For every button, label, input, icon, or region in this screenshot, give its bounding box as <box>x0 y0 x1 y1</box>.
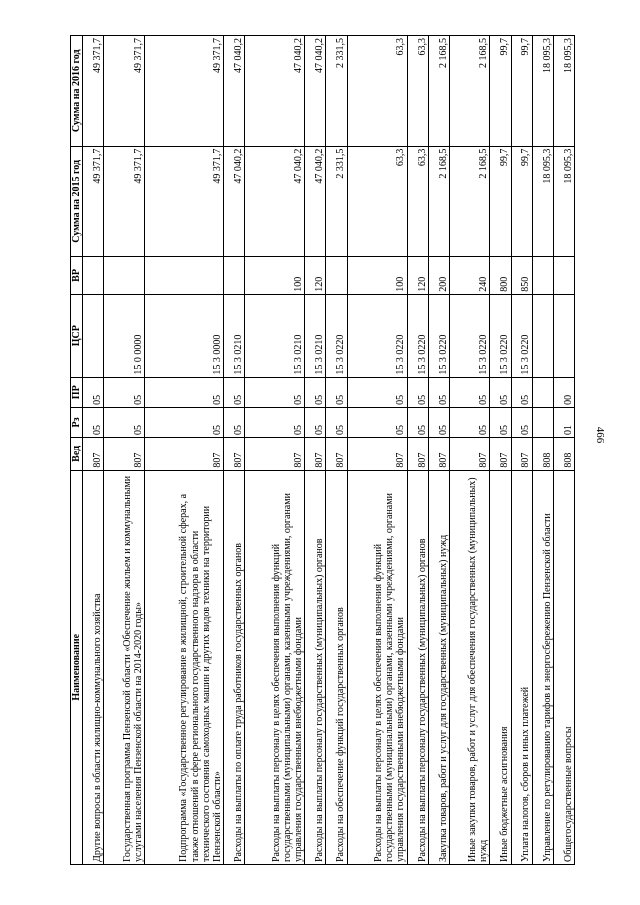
table-row <box>511 36 532 865</box>
cell-pr: 05 <box>305 377 326 407</box>
cell-ved: 807 <box>449 437 490 470</box>
cell-name: Уплата налогов, сборов и иных платежей <box>511 470 532 864</box>
cell-ved: 808 <box>532 437 553 470</box>
cell-csr <box>83 294 104 377</box>
table-row <box>245 36 305 865</box>
cell-sum-2016: 18 095,3 <box>553 36 574 147</box>
cell-rz: 05 <box>104 407 145 437</box>
cell-sum-2015: 18 095,3 <box>553 146 574 257</box>
cell-pr: 00 <box>553 377 574 407</box>
cell-vr: 200 <box>428 257 449 295</box>
cell-name: Закупка товаров, работ и услуг для государственных (муниципальных) нужд <box>428 470 449 864</box>
cell-pr: 05 <box>104 377 145 407</box>
table-row <box>553 36 574 865</box>
table-row <box>144 36 223 865</box>
table-row <box>449 36 490 865</box>
cell-rz: 05 <box>305 407 326 437</box>
budget-table <box>70 35 575 865</box>
cell-vr <box>532 257 553 295</box>
page-number: 466 <box>594 426 606 444</box>
cell-sum-2016: 47 040,2 <box>224 36 245 147</box>
cell-name: Подпрограмма «Государственное регулирование в жилищной, строительной сферах, а также отношений в сфере регионального государственного надзора в области технического состояния самоходных машин и других видов техники на территории Пензенской области» <box>144 470 223 864</box>
cell-rz: 05 <box>428 407 449 437</box>
table-row <box>428 36 449 865</box>
cell-sum-2015: 49 371,7 <box>83 146 104 257</box>
cell-ved: 807 <box>347 437 407 470</box>
cell-rz: 01 <box>553 407 574 437</box>
cell-sum-2015: 47 040,2 <box>224 146 245 257</box>
cell-sum-2016: 99,7 <box>511 36 532 147</box>
cell-ved: 807 <box>104 437 145 470</box>
cell-csr: 15 3 0210 <box>245 294 305 377</box>
cell-ved: 808 <box>553 437 574 470</box>
header-pr: ПР <box>71 377 83 407</box>
cell-sum-2016: 2 168,5 <box>449 36 490 147</box>
cell-name: Общегосударственные вопросы <box>553 470 574 864</box>
cell-ved: 807 <box>83 437 104 470</box>
cell-pr: 05 <box>490 377 511 407</box>
table-row <box>224 36 245 865</box>
table-row <box>407 36 428 865</box>
cell-sum-2015: 63,3 <box>407 146 428 257</box>
cell-sum-2015: 18 095,3 <box>532 146 553 257</box>
cell-rz: 05 <box>347 407 407 437</box>
header-sum-2016: Сумма на 2016 год <box>71 36 83 147</box>
cell-rz: 05 <box>407 407 428 437</box>
cell-sum-2015: 99,7 <box>490 146 511 257</box>
cell-vr <box>326 257 347 295</box>
cell-sum-2015: 47 040,2 <box>305 146 326 257</box>
table-row <box>83 36 104 865</box>
cell-sum-2016: 99,7 <box>490 36 511 147</box>
cell-name: Расходы на выплаты персоналу государственных (муниципальных) органов <box>407 470 428 864</box>
cell-rz: 05 <box>490 407 511 437</box>
cell-pr: 05 <box>224 377 245 407</box>
cell-name: Расходы на выплаты персоналу государственных (муниципальных) органов <box>305 470 326 864</box>
cell-pr: 05 <box>245 377 305 407</box>
cell-pr: 05 <box>326 377 347 407</box>
cell-vr <box>224 257 245 295</box>
header-vr: ВР <box>71 257 83 295</box>
table-row <box>305 36 326 865</box>
table-row <box>490 36 511 865</box>
cell-sum-2015: 49 371,7 <box>144 146 223 257</box>
cell-vr <box>104 257 145 295</box>
cell-csr: 15 3 0220 <box>511 294 532 377</box>
cell-vr: 800 <box>490 257 511 295</box>
cell-name: Расходы на обеспечение функций государственных органов <box>326 470 347 864</box>
cell-vr <box>144 257 223 295</box>
cell-rz: 05 <box>83 407 104 437</box>
table-row <box>104 36 145 865</box>
header-row <box>71 36 83 865</box>
cell-csr: 15 3 0000 <box>144 294 223 377</box>
cell-vr <box>83 257 104 295</box>
cell-csr: 15 3 0220 <box>326 294 347 377</box>
header-name: Наименование <box>71 470 83 864</box>
header-ved: Вед <box>71 437 83 470</box>
cell-rz: 05 <box>224 407 245 437</box>
cell-pr: 05 <box>428 377 449 407</box>
table-row <box>326 36 347 865</box>
cell-pr: 05 <box>347 377 407 407</box>
cell-csr: 15 0 0000 <box>104 294 145 377</box>
budget-table-rotated <box>70 35 575 865</box>
cell-csr: 15 3 0220 <box>490 294 511 377</box>
cell-pr: 05 <box>407 377 428 407</box>
header-rz: Рз <box>71 407 83 437</box>
cell-name: Иные закупки товаров, работ и услуг для обеспечения государственных (муниципальных) нужд <box>449 470 490 864</box>
cell-ved: 807 <box>144 437 223 470</box>
cell-vr: 850 <box>511 257 532 295</box>
cell-name: Государственная программа Пензенской области «Обеспечение жильем и коммунальными услугами населения Пензенской области на 2014-2020 годы» <box>104 470 145 864</box>
header-csr: ЦСР <box>71 294 83 377</box>
cell-vr: 120 <box>305 257 326 295</box>
cell-ved: 807 <box>326 437 347 470</box>
table-body <box>83 36 575 865</box>
cell-rz: 05 <box>144 407 223 437</box>
cell-sum-2016: 2 168,5 <box>428 36 449 147</box>
cell-vr: 100 <box>245 257 305 295</box>
cell-ved: 807 <box>245 437 305 470</box>
cell-pr: 05 <box>511 377 532 407</box>
cell-rz: 05 <box>449 407 490 437</box>
cell-pr <box>532 377 553 407</box>
cell-name: Расходы на выплаты персоналу в целях обеспечения выполнения функций государственными (муниципальными) органами, казенными учреждениями, органами управления государственными внебюджетными фондами <box>347 470 407 864</box>
cell-sum-2016: 63,3 <box>407 36 428 147</box>
cell-name: Расходы на выплаты персоналу в целях обеспечения выполнения функций государственными (муниципальными) органами, казенными учреждениями, органами управления государственными внебюджетными фондами <box>245 470 305 864</box>
cell-rz <box>532 407 553 437</box>
table-row <box>347 36 407 865</box>
cell-csr: 15 3 0220 <box>347 294 407 377</box>
cell-vr: 100 <box>347 257 407 295</box>
cell-csr: 15 3 0210 <box>224 294 245 377</box>
cell-sum-2016: 18 095,3 <box>532 36 553 147</box>
cell-rz: 05 <box>245 407 305 437</box>
cell-sum-2015: 63,3 <box>347 146 407 257</box>
cell-vr <box>553 257 574 295</box>
cell-sum-2016: 2 331,5 <box>326 36 347 147</box>
cell-sum-2016: 47 040,2 <box>305 36 326 147</box>
cell-csr: 15 3 0220 <box>428 294 449 377</box>
cell-ved: 807 <box>305 437 326 470</box>
cell-ved: 807 <box>428 437 449 470</box>
header-sum-2015: Сумма на 2015 год <box>71 146 83 257</box>
cell-sum-2015: 2 331,5 <box>326 146 347 257</box>
cell-ved: 807 <box>407 437 428 470</box>
cell-ved: 807 <box>490 437 511 470</box>
cell-sum-2016: 49 371,7 <box>104 36 145 147</box>
table-row <box>532 36 553 865</box>
cell-sum-2015: 2 168,5 <box>449 146 490 257</box>
cell-name: Управление по регулированию тарифов и энергосбережению Пензенской области <box>532 470 553 864</box>
cell-sum-2015: 47 040,2 <box>245 146 305 257</box>
cell-csr <box>553 294 574 377</box>
cell-ved: 807 <box>511 437 532 470</box>
cell-sum-2016: 63,3 <box>347 36 407 147</box>
cell-pr: 05 <box>449 377 490 407</box>
cell-name: Другие вопросы в области жилищно-коммунального хозяйства <box>83 470 104 864</box>
cell-csr: 15 3 0210 <box>305 294 326 377</box>
cell-sum-2016: 47 040,2 <box>245 36 305 147</box>
cell-vr: 240 <box>449 257 490 295</box>
cell-name: Расходы на выплаты по оплате труда работников государственных органов <box>224 470 245 864</box>
cell-rz: 05 <box>326 407 347 437</box>
cell-vr: 120 <box>407 257 428 295</box>
cell-sum-2016: 49 371,7 <box>83 36 104 147</box>
cell-sum-2015: 2 168,5 <box>428 146 449 257</box>
cell-csr: 15 3 0220 <box>407 294 428 377</box>
cell-sum-2015: 49 371,7 <box>104 146 145 257</box>
cell-pr: 05 <box>144 377 223 407</box>
cell-sum-2015: 99,7 <box>511 146 532 257</box>
cell-rz: 05 <box>511 407 532 437</box>
cell-pr: 05 <box>83 377 104 407</box>
cell-csr: 15 3 0220 <box>449 294 490 377</box>
cell-ved: 807 <box>224 437 245 470</box>
cell-sum-2016: 49 371,7 <box>144 36 223 147</box>
cell-csr <box>532 294 553 377</box>
cell-name: Иные бюджетные ассигнования <box>490 470 511 864</box>
